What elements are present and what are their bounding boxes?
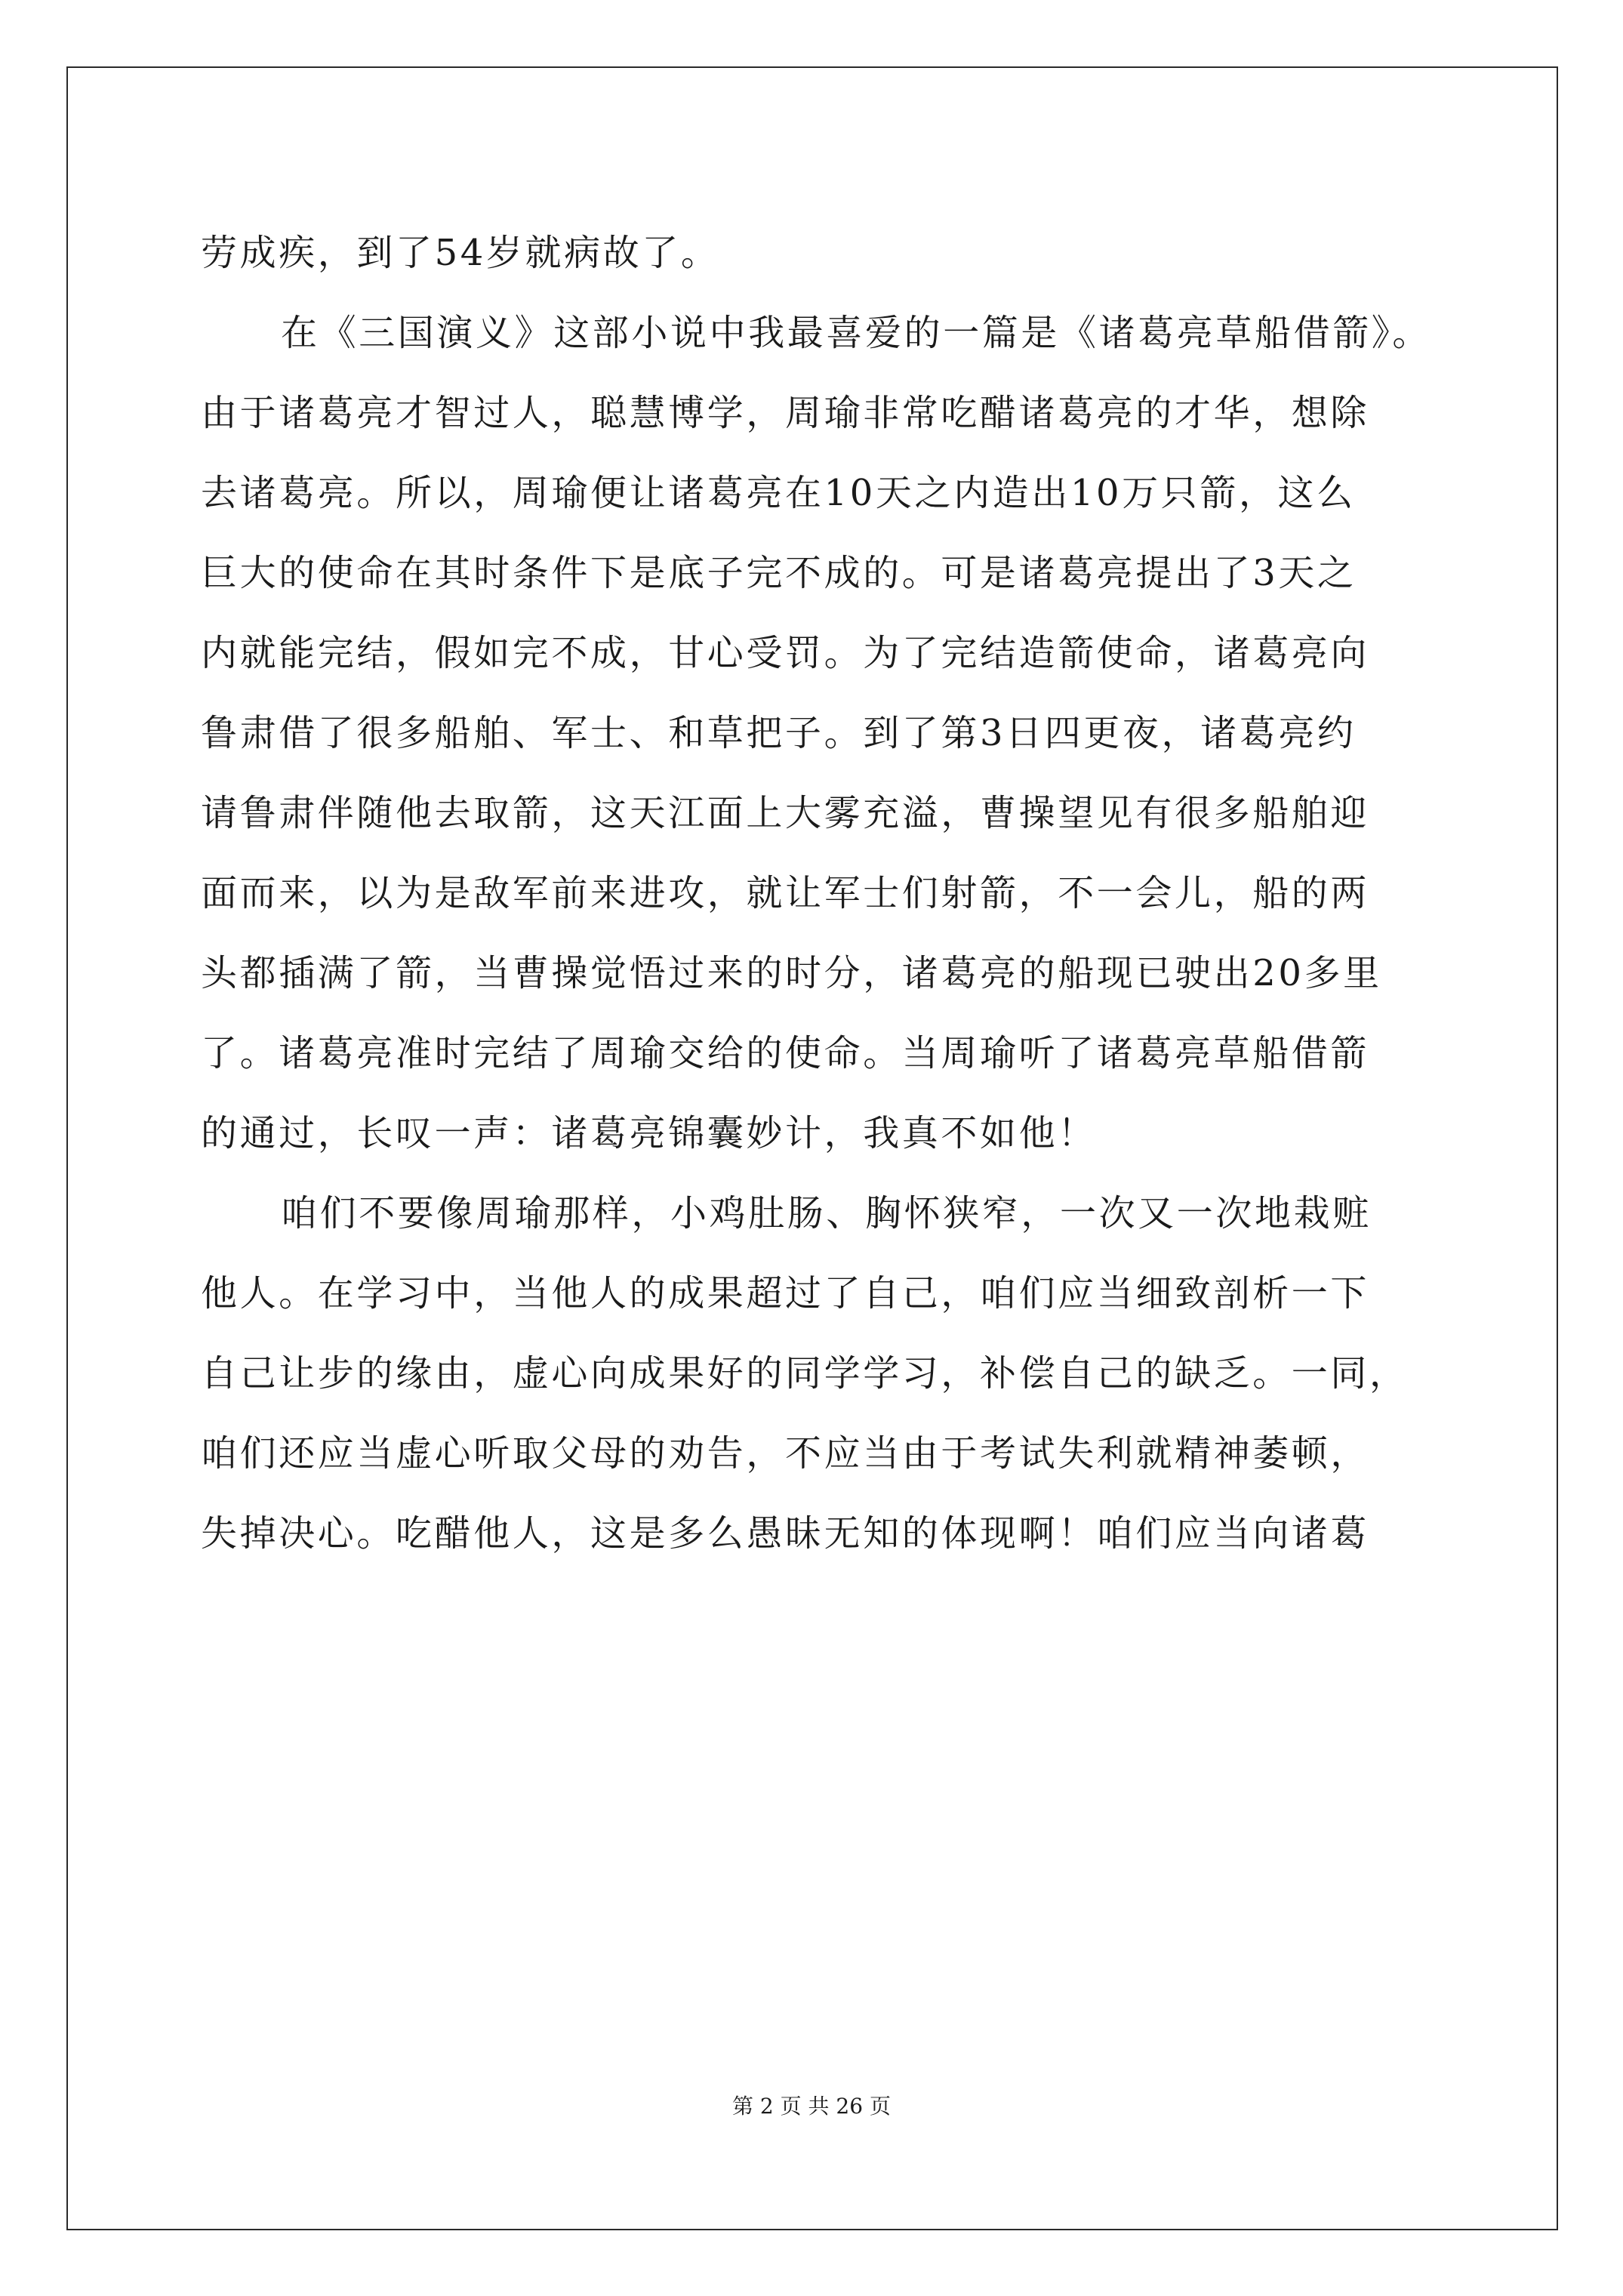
text-line: 劳成疾，到了54岁就病故了。	[201, 232, 720, 274]
paragraph-first-line: 在《三国演义》这部小说中我最喜爱的一篇是《诸葛亮草船借箭》。	[281, 312, 1432, 354]
page-footer: 第 2 页 共 26 页	[732, 2094, 891, 2119]
text-line: 自己让步的缘由，虚心向成果好的同学学习，补偿自己的缺乏。一同，	[201, 1352, 1409, 1395]
text-line: 面而来，以为是敌军前来进攻，就让军士们射箭，不一会儿，船的两	[201, 872, 1370, 914]
text-line: 去诸葛亮。所以，周瑜便让诸葛亮在10天之内造出10万只箭，这么	[201, 472, 1356, 514]
text-line: 巨大的使命在其时条件下是底子完不成的。可是诸葛亮提出了3天之	[201, 552, 1357, 594]
text-line: 他人。在学习中，当他人的成果超过了自己，咱们应当细致剖析一下	[201, 1272, 1370, 1314]
text-line: 咱们还应当虚心听取父母的劝告，不应当由于考试失利就精神萎顿，	[201, 1432, 1370, 1475]
text-line: 了。诸葛亮准时完结了周瑜交给的使命。当周瑜听了诸葛亮草船借箭	[201, 1032, 1370, 1074]
document-body	[201, 213, 1454, 1573]
text-line: 内就能完结，假如完不成，甘心受罚。为了完结造箭使命，诸葛亮向	[201, 632, 1370, 674]
text-line: 的通过，长叹一声：诸葛亮锦囊妙计，我真不如他！	[201, 1112, 1097, 1154]
text-line: 头都插满了箭，当曹操觉悟过来的时分，诸葛亮的船现已驶出20多里	[201, 952, 1382, 994]
text-line: 请鲁肃伴随他去取箭，这天江面上大雾充溢，曹操望见有很多船舶迎	[201, 792, 1370, 834]
paragraph-first-line: 咱们不要像周瑜那样，小鸡肚肠、胸怀狭窄，一次又一次地栽赃	[281, 1192, 1372, 1234]
text-line: 由于诸葛亮才智过人，聪慧博学，周瑜非常吃醋诸葛亮的才华，想除	[201, 392, 1370, 434]
text-line: 鲁肃借了很多船舶、军士、和草把子。到了第3日四更夜，诸葛亮约	[201, 712, 1357, 754]
text-line: 失掉决心。吃醋他人，这是多么愚昧无知的体现啊！咱们应当向诸葛	[201, 1512, 1370, 1555]
